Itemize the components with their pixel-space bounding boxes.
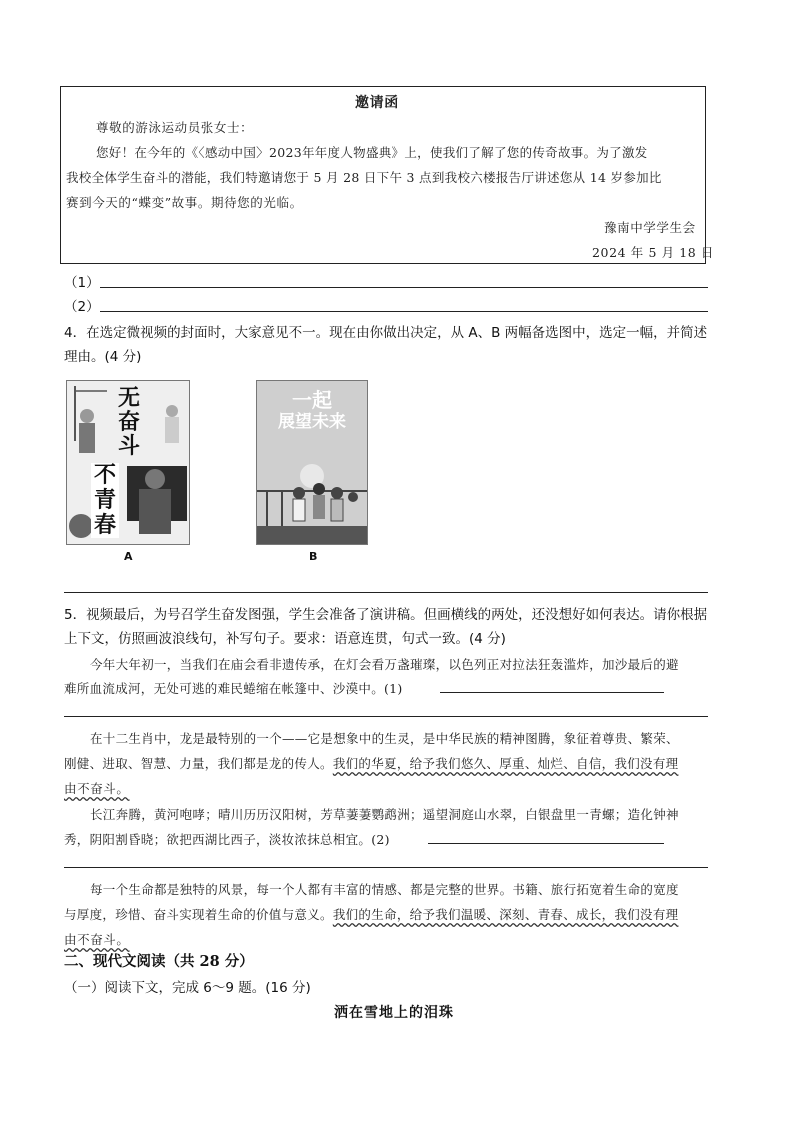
- letter-signature: 豫南中学学生会: [604, 220, 696, 235]
- poster-a-char: 奋: [117, 410, 140, 435]
- poster-a-char: 无: [117, 386, 140, 411]
- speech-paragraph-4: [64, 905, 678, 923]
- paragraph-text: 刚健、进取、智慧、力量，我们都是龙的传人。: [64, 756, 333, 771]
- answer-label-1: （1）: [64, 275, 100, 291]
- letter-greeting: 尊敬的游泳运动员张女士：: [96, 120, 254, 135]
- question-5-text: 上下文，仿照画波浪线句，补写句子。要求：语意连贯，句式一致。(4 分): [64, 631, 506, 647]
- speech-paragraph-1: 今年大年初一，当我们在庙会看非遗传承，在灯会看万盏璀璨，以色列正对拉法狂轰滥炸，加沙最后的避: [90, 657, 679, 672]
- answer-line-q4[interactable]: [64, 592, 708, 593]
- poster-a-char: 斗: [117, 434, 140, 459]
- poster-a-caption: A: [124, 550, 133, 563]
- poster-b-image: [256, 380, 368, 545]
- letter-title: 邀请函: [355, 95, 399, 111]
- question-5-text: 5．视频最后，为号召学生奋发图强，学生会准备了演讲稿。但画横线的两处，还没想好如何表达。请你根据: [64, 607, 708, 623]
- poster-a-image: [66, 380, 190, 545]
- question-4-text: 4．在选定微视频的封面时，大家意见不一。现在由你做出决定，从 A、B 两幅备选图中，选定一幅，并简述: [64, 325, 708, 341]
- fill-line-2[interactable]: [428, 843, 664, 844]
- question-4-text: 理由。(4 分): [64, 349, 142, 365]
- poster-a-char: 春: [93, 513, 116, 538]
- speech-paragraph-2: 在十二生肖中，龙是最特别的一个——它是想象中的生灵，是中华民族的精神图腾，象征着尊贵、繁荣、: [90, 731, 679, 746]
- poster-a-slogan-2: [91, 463, 119, 538]
- answer-line-2[interactable]: [100, 311, 708, 312]
- letter-body-line: 您好！在今年的《〈感动中国〉2023年年度人物盛典》上，使我们了解了您的传奇故事。为了激发: [96, 145, 648, 160]
- poster-b-caption: B: [309, 550, 318, 563]
- poster-a-char: 青: [93, 488, 116, 513]
- wavy-model-sentence-end: 由不奋斗。: [64, 932, 130, 947]
- speech-paragraph-3: 长江奔腾，黄河咆哮；晴川历历汉阳树，芳草萋萋鹦鹉洲；遥望洞庭山水翠，白银盘里一青螺；造化钟神: [90, 807, 679, 822]
- poster-a-char: 不: [93, 463, 116, 488]
- speech-paragraph-3: 秀，阴阳割昏晓；欲把西湖比西子，淡妆浓抹总相宜。(2): [64, 832, 390, 847]
- letter-body-line: 我校全体学生奋斗的潜能，我们特邀请您于 5 月 28 日下午 3 点到我校六楼报告厅讲述您从 14 岁参加比: [66, 170, 662, 185]
- answer-line-1[interactable]: [100, 287, 708, 288]
- poster-a-slogan: [113, 387, 145, 459]
- fill-line-1[interactable]: [440, 692, 664, 693]
- poster-b-line: 一起: [292, 388, 332, 412]
- wavy-model-sentence: 我们的华夏，给予我们悠久、厚重、灿烂、自信，我们没有理: [332, 756, 679, 771]
- paragraph-text: 与厚度，珍惜、奋斗实现着生命的价值与意义。: [64, 907, 333, 922]
- speech-paragraph-1: 难所血流成河，无处可逃的难民蜷缩在帐篷中、沙漠中。(1): [64, 681, 403, 696]
- poster-b-line: 展望未来: [278, 412, 346, 432]
- article-title: 洒在雪地上的泪珠: [334, 1005, 454, 1021]
- letter-date: 2024 年 5 月 18 日: [592, 245, 715, 260]
- fill-line-1-continued[interactable]: [64, 716, 708, 717]
- speech-paragraph-4: 每一个生命都是独特的风景，每一个人都有丰富的情感、都是完整的世界。书籍、旅行拓宽着生命的宽度: [90, 882, 679, 897]
- answer-label-2: （2）: [64, 299, 100, 315]
- speech-paragraph-2: [64, 754, 678, 772]
- wavy-model-sentence: 我们的生命，给予我们温暖、深刻、青春、成长，我们没有理: [332, 907, 679, 922]
- poster-b-slogan: [257, 389, 367, 433]
- wavy-model-sentence-end: 由不奋斗。: [64, 781, 130, 796]
- section-subheading: （一）阅读下文，完成 6～9 题。(16 分): [64, 980, 311, 996]
- letter-body-line: 赛到今天的“蝶变”故事。期待您的光临。: [66, 195, 303, 210]
- section-heading: 二、现代文阅读（共 28 分）: [64, 953, 254, 970]
- fill-line-2-continued[interactable]: [64, 867, 708, 868]
